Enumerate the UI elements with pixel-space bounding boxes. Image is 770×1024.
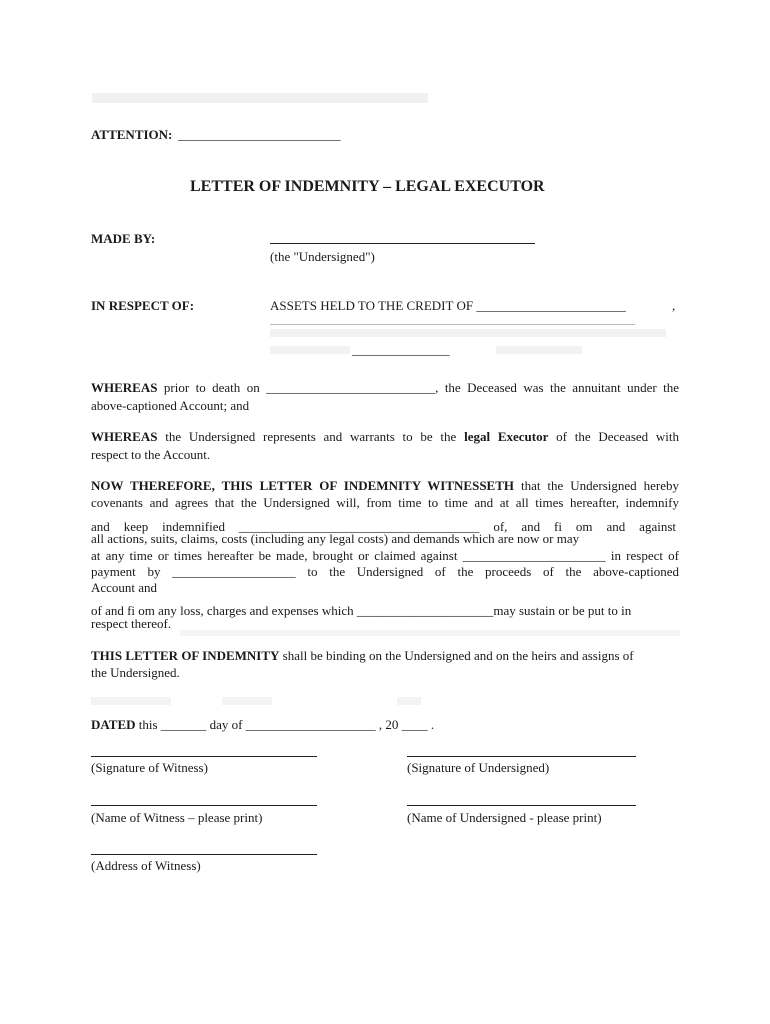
document-title: LETTER OF INDEMNITY – LEGAL EXECUTOR [190, 178, 545, 195]
faded-ghost-a [91, 697, 171, 705]
witness-name-line [91, 805, 317, 806]
binding-text: shall be binding on the Undersigned and on the heirs and assigns of [282, 648, 634, 663]
witness-address-line [91, 854, 317, 855]
attention-line: _________________________ [178, 127, 341, 142]
whereas-1-text: prior to death on __________________________, the Deceased was the annuitant under the [163, 380, 680, 395]
binding-line-2: the Undersigned. [91, 665, 180, 680]
faded-ghost-line [180, 630, 680, 636]
faded-block-2 [270, 346, 350, 354]
signature-of-undersigned: (Signature of Undersigned) [407, 760, 550, 775]
dated-label: DATED [91, 717, 136, 732]
witnesseth-line-2: covenants and agrees that the Undersigned will, from time to time and at all times hereafter, indemnify [91, 495, 679, 510]
witnesseth-line-5: at any time or times hereafter be made, brought or claimed against ______________________ in respect of [91, 548, 679, 563]
attention-label: ATTENTION: [91, 127, 173, 142]
made-by-line [270, 243, 535, 244]
loss-line-1: of and fi om any loss, charges and expenses which _____________________may sustain or be put to in [91, 603, 632, 618]
whereas-2: WHEREAS [91, 429, 158, 444]
whereas-paragraph-1-line-2: above-captioned Account; and [91, 398, 250, 413]
signature-of-witness: (Signature of Witness) [91, 760, 208, 775]
witnesseth-line-6: payment by ___________________ to the Undersigned of the proceeds of the above-captioned [91, 564, 679, 579]
assets-comma: , [672, 298, 676, 313]
whereas-paragraph-1-line-1 [91, 380, 679, 396]
whereas-2-text-b: of the Deceased with [556, 429, 680, 444]
name-of-undersigned: (Name of Undersigned - please print) [407, 810, 602, 825]
whereas-2-text-a: the Undersigned represents and warrants to be the [165, 429, 457, 444]
witnesseth-line-4: all actions, suits, claims, costs (including any legal costs) and demands which are now or may [91, 531, 580, 546]
assets-line-2: _______________ [352, 342, 450, 357]
faded-block-3 [496, 346, 582, 354]
undersigned-caption: (the "Undersigned") [270, 249, 375, 264]
faded-ghost-b [222, 697, 272, 705]
binding-heading: THIS LETTER OF INDEMNITY [91, 648, 280, 663]
witnesseth-heading: NOW THEREFORE, THIS LETTER OF INDEMNITY WITNESSETH [91, 478, 515, 493]
binding-line-1 [91, 648, 634, 664]
witnesseth-line-7: Account and [91, 580, 158, 595]
witnesseth-line-1 [91, 478, 679, 494]
faded-header [92, 93, 428, 103]
witnesseth-line-3: and keep indemnified _____________________________________ of, and fi om and against [91, 519, 676, 534]
in-respect-of-label: IN RESPECT OF: [91, 298, 195, 313]
faded-line-1 [270, 324, 635, 325]
dated-line [91, 717, 434, 733]
undersigned-signature-line [407, 756, 636, 757]
made-by-label: MADE BY: [91, 231, 156, 246]
address-of-witness: (Address of Witness) [91, 858, 201, 873]
legal-executor: legal Executor [464, 429, 549, 444]
witness-signature-line [91, 756, 317, 757]
assets-text: ASSETS HELD TO THE CREDIT OF _______________________ [270, 298, 626, 313]
faded-block-1 [270, 329, 666, 337]
dated-text: this _______ day of ____________________ , 20 ____ . [138, 717, 435, 732]
loss-line-2: respect thereof. [91, 616, 172, 631]
undersigned-name-line [407, 805, 636, 806]
witnesseth-text-a: that the Undersigned hereby [520, 478, 679, 493]
whereas-1: WHEREAS [91, 380, 158, 395]
whereas-paragraph-2-line-2: respect to the Account. [91, 447, 211, 462]
whereas-paragraph-2-line-1 [91, 429, 679, 445]
name-of-witness: (Name of Witness – please print) [91, 810, 263, 825]
faded-ghost-c [397, 697, 421, 705]
